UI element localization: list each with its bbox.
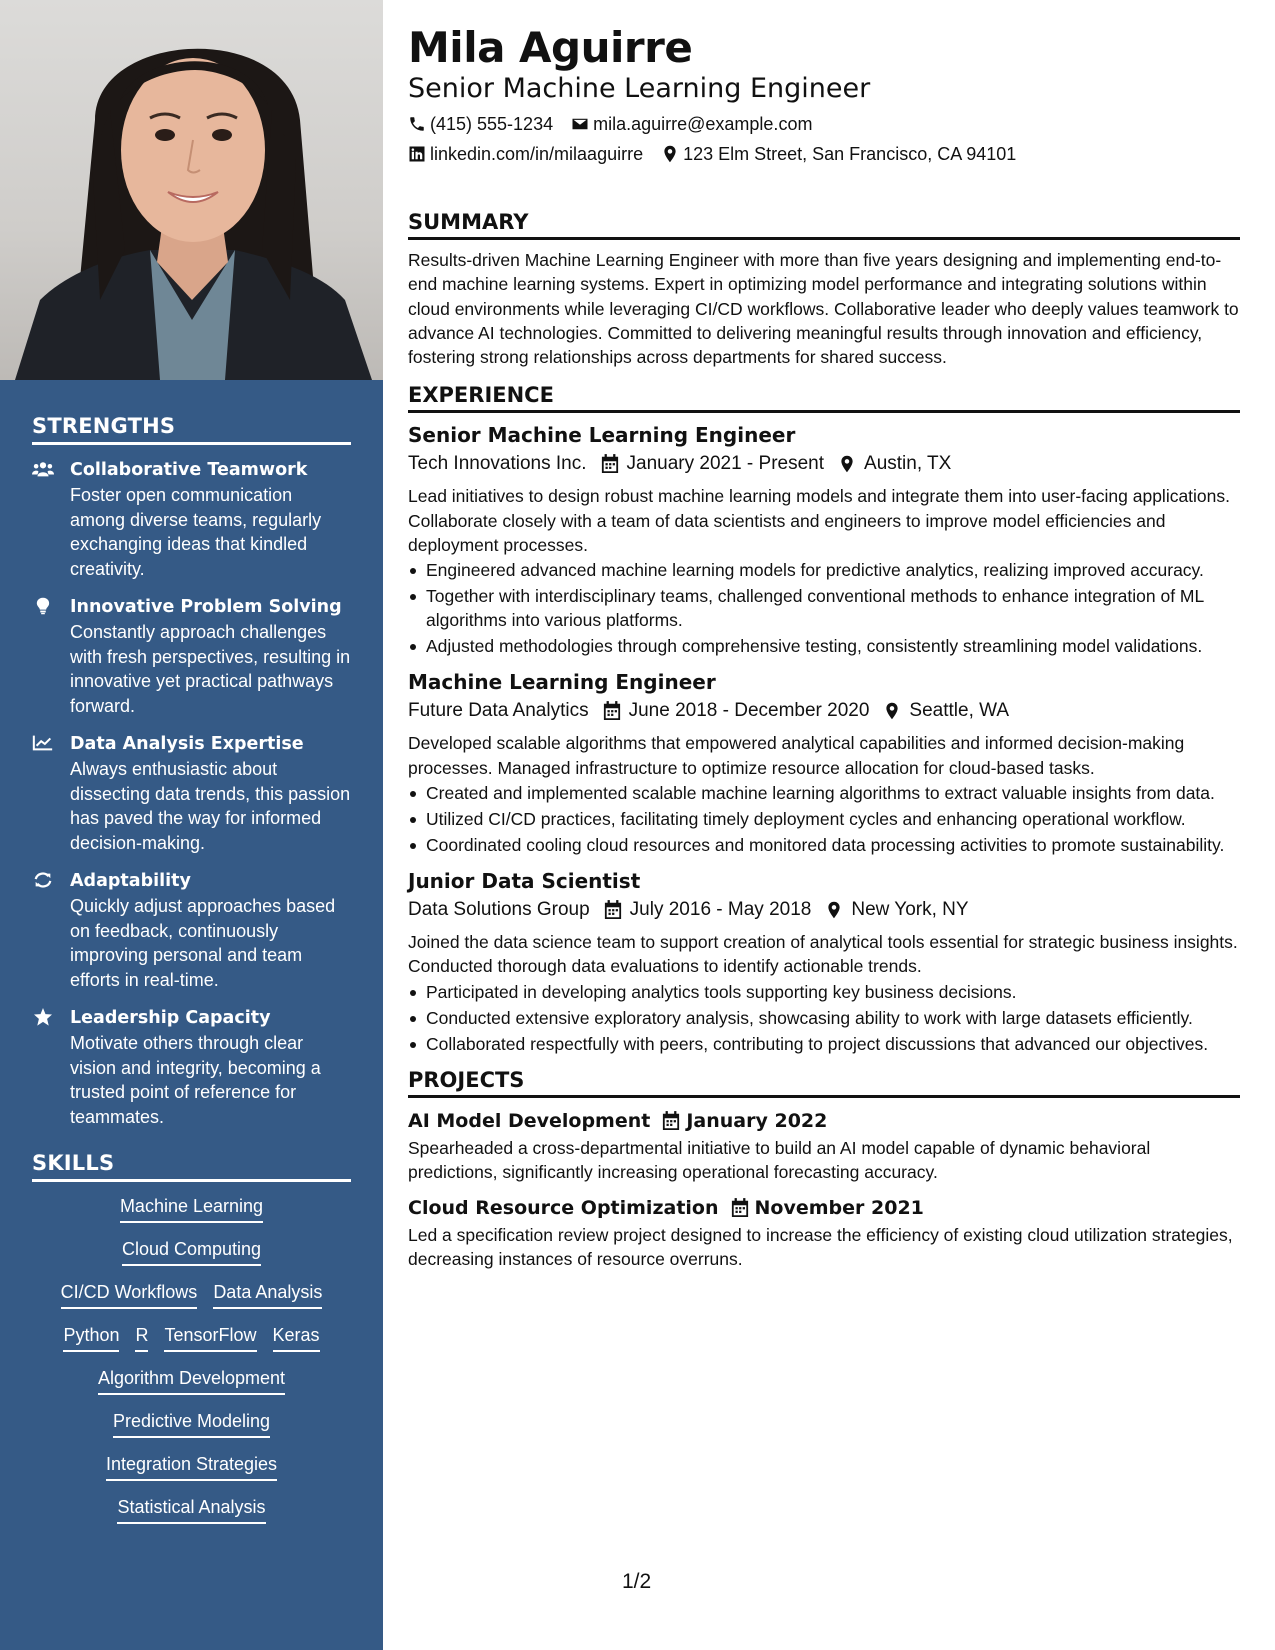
chart-line-icon [32,734,54,752]
skill-tag: Integration Strategies [106,1452,277,1481]
project-name: Cloud Resource Optimization [408,1197,719,1220]
strength-desc: Motivate others through clear vision and integrity, becoming a trusted point of reference for teammates. [70,1033,321,1127]
strength-desc: Always enthusiastic about dissecting data trends, this passion has paved the way for informed decision-making. [70,759,351,853]
calendar-icon [601,454,619,474]
phone-number: (415) 555-1234 [430,114,554,134]
projects-section [408,1068,1240,1272]
skill-tag: CI/CD Workflows [61,1280,198,1309]
job-bullet: Participated in developing analytics tools supporting key business decisions. [408,980,1240,1004]
skills-heading: SKILLS [32,1151,351,1182]
job-entry [408,421,1240,658]
skill-tag: Cloud Computing [122,1237,261,1266]
experience-heading: EXPERIENCE [408,383,1240,413]
summary-heading: SUMMARY [408,210,1240,240]
project-entry [408,1193,1240,1272]
project-date: January 2022 [686,1109,828,1132]
job-dates: January 2021 - Present [626,453,825,475]
strength-title: Leadership Capacity [70,1008,271,1028]
sync-icon [32,871,54,889]
skill-tag: Python [63,1323,119,1352]
lightbulb-icon [32,597,54,615]
job-dates: June 2018 - December 2020 [628,700,870,722]
job-bullet: Adjusted methodologies through comprehensive testing, consistently streamlining model validations. [408,634,1240,658]
strengths-heading: STRENGTHS [32,414,351,445]
job-bullet: Engineered advanced machine learning models for predictive analytics, realizing improved accuracy. [408,558,1240,582]
linkedin-icon [408,145,426,163]
strength-desc: Foster open communication among diverse teams, regularly exchanging ideas that kindled creativity. [70,485,322,579]
location-pin-icon [883,701,901,721]
job-bullet: Together with interdisciplinary teams, challenged conventional methods to enhance integration of ML algorithms into various platforms. [408,584,1240,632]
job-description: Joined the data science team to support creation of analytical tools essential for strategic business insights. Conducted thorough data evaluations to identify actionable trends. [408,931,1238,977]
skills-section [0,1151,383,1524]
job-description: Lead initiatives to design robust machine learning models and integrate them into user-facing applications. Collaborate closely with a team of data scientists and engineers to improve model efficiencies and deployment processes. [408,486,1231,556]
email-address: mila.aguirre@example.com [593,114,813,134]
company-name: Future Data Analytics [408,700,589,722]
main-content [408,22,1240,1281]
page-number: 1/2 [622,1570,652,1593]
job-description: Developed scalable algorithms that empowered analytical capabilities and informed decision-making processes. Managed infrastructure to optimize resource allocation for cloud-based tasks. [408,733,1185,778]
skill-tag: Algorithm Development [98,1366,285,1395]
phone-icon [408,115,426,133]
job-bullet: Conducted extensive exploratory analysis, showcasing ability to work with large datasets efficiently. [408,1006,1240,1030]
job-dates: July 2016 - May 2018 [629,898,812,920]
email-icon [571,115,589,133]
users-icon [32,460,54,478]
location-pin-icon [838,454,856,474]
job-bullet: Coordinated cooling cloud resources and monitored data processing activities to promote sustainability. [408,833,1240,857]
strength-title: Adaptability [70,871,191,891]
contact-row [408,142,1240,166]
job-title: Junior Data Scientist [408,868,641,893]
star-icon [32,1008,54,1026]
summary-section [408,210,1240,369]
job-bullet: Utilized CI/CD practices, facilitating timely deployment cycles and enhancing operational workflow. [408,807,1240,831]
sidebar [0,0,383,1650]
project-entry [408,1106,1240,1185]
strength-item [32,594,351,718]
project-description: Spearheaded a cross-departmental initiative to build an AI model capable of dynamic behavioral predictions, significantly increasing operational forecasting accuracy. [408,1137,1151,1182]
strength-title: Innovative Problem Solving [70,597,342,617]
skill-tag: Keras [273,1323,320,1352]
calendar-icon [731,1198,749,1218]
skill-tag: Predictive Modeling [113,1409,270,1438]
calendar-icon [662,1111,680,1131]
strength-desc: Quickly adjust approaches based on feedback, continuously improving personal and team efforts in real-time. [70,896,336,990]
summary-text: Results-driven Machine Learning Engineer with more than five years designing and implementing end-to-end machine learning systems. Expert in optimizing model performance and integrating solutions within cloud environments while leveraging CI/CD workflows. Collaborative leader who deeply values teamwork to advance AI technologies. Committed to delivering meaningful results through innovation and efficiency, fostering strong relationships across departments for shared success. [408,250,1239,368]
strength-item [32,731,351,855]
skill-tag: R [135,1323,148,1352]
job-bullet: Created and implemented scalable machine learning algorithms to extract valuable insights from data. [408,781,1240,805]
project-description: Led a specification review project designed to increase the efficiency of existing cloud utilization strategies, decreasing instances of resource overruns. [408,1225,1233,1270]
skill-tag: Statistical Analysis [117,1495,265,1524]
job-title: Machine Learning Engineer [408,670,716,695]
profile-photo [0,0,383,380]
strength-desc: Constantly approach challenges with fresh perspectives, resulting in innovative yet practical pathways forward. [70,622,351,716]
job-entry [408,668,1240,857]
project-name: AI Model Development [408,1109,651,1132]
company-name: Data Solutions Group [408,898,590,920]
job-bullets [408,558,1240,658]
skill-tag: Machine Learning [120,1194,263,1223]
contact-row [408,112,1240,136]
projects-heading: PROJECTS [408,1068,1240,1098]
job-location: Seattle, WA [909,700,1010,722]
company-name: Tech Innovations Inc. [408,453,587,475]
job-title: Senior Machine Learning Engineer [408,423,796,448]
strength-title: Collaborative Teamwork [70,460,308,480]
job-bullets [408,781,1240,857]
job-bullet: Collaborated respectfully with peers, contributing to project discussions that advanced our objectives. [408,1032,1240,1056]
experience-section [408,383,1240,1055]
job-entry [408,867,1240,1056]
linkedin-url: linkedin.com/in/milaaguirre [430,144,644,164]
skill-tag: TensorFlow [164,1323,256,1352]
profile-photo-illustration [0,0,383,380]
job-location: New York, NY [851,898,969,920]
strengths-section [0,414,383,1129]
candidate-name: Mila Aguirre [408,23,693,72]
strength-item [32,457,351,581]
calendar-icon [604,900,622,920]
strength-title: Data Analysis Expertise [70,734,304,754]
location-pin-icon [825,900,843,920]
strength-item [32,868,351,992]
address: 123 Elm Street, San Francisco, CA 94101 [683,144,1017,164]
job-location: Austin, TX [864,453,952,475]
location-pin-icon [661,145,679,163]
project-date: November 2021 [754,1197,924,1220]
job-bullets [408,980,1240,1056]
strength-item [32,1005,351,1129]
candidate-title: Senior Machine Learning Engineer [408,73,871,104]
calendar-icon [603,701,621,721]
skill-tag: Data Analysis [213,1280,322,1309]
